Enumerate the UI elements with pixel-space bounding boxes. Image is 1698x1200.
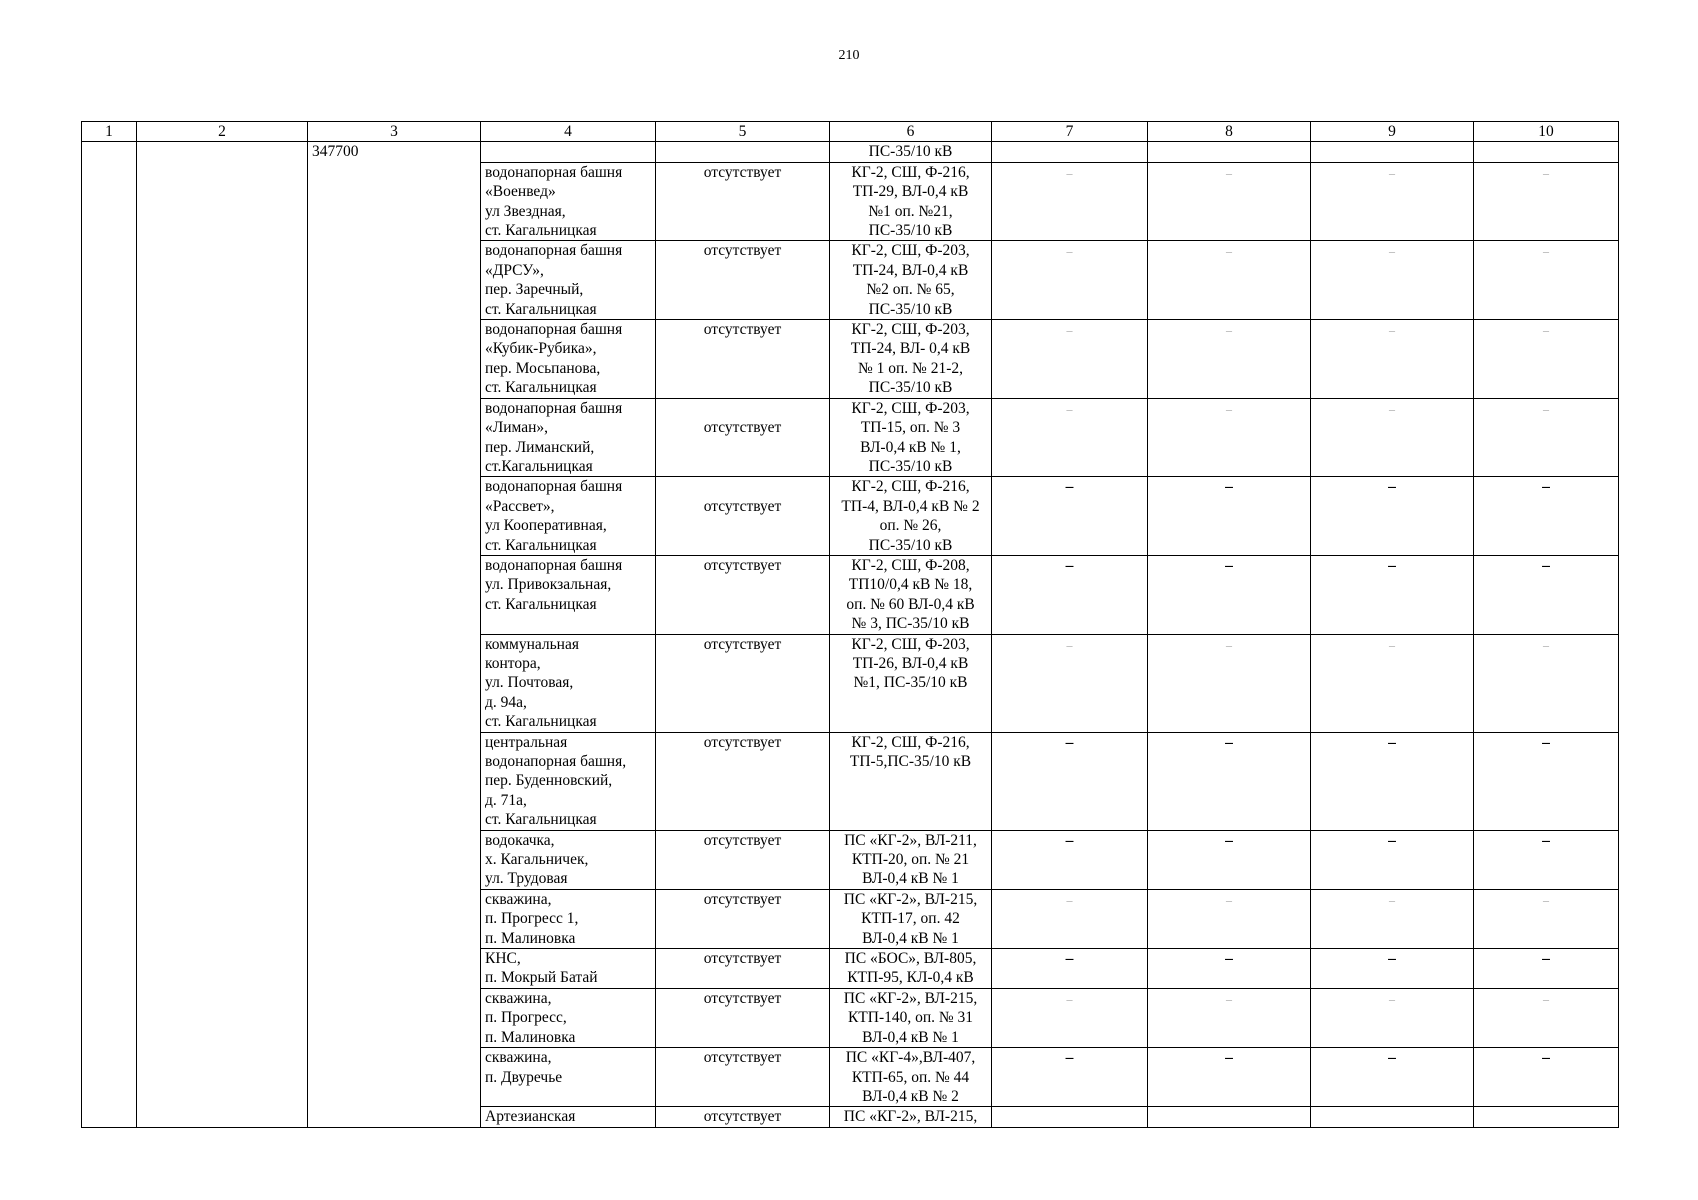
header-col-4: 4 xyxy=(481,122,656,142)
mark-cell-col-7 xyxy=(992,988,1148,1047)
status-text: отсутствует xyxy=(703,497,782,515)
power-supply-cell xyxy=(830,949,992,989)
mark-cell-col-10 xyxy=(1474,949,1619,989)
power-supply-line: ПС «КГ-4»,ВЛ-407, xyxy=(845,1049,976,1067)
power-supply-line: КТП-140, оп. № 31 xyxy=(847,1009,974,1027)
object-name-line: ст. Кагальницкая xyxy=(485,811,597,829)
power-supply-line: КТП-65, оп. № 44 xyxy=(851,1068,970,1086)
object-name-line: водонапорная башня xyxy=(485,242,623,260)
mark-cell-col-7 xyxy=(992,634,1148,732)
status-text: отсутствует xyxy=(703,1108,782,1126)
power-supply-line: КГ-2, СШ, Ф-203, xyxy=(851,242,970,260)
power-supply-line: ТП10/0,4 кВ № 18, xyxy=(848,576,973,594)
power-supply-line: КГ-2, СШ, Ф-216, xyxy=(851,733,970,751)
dash-mark: – xyxy=(1389,991,1395,1006)
object-name-line: водокачка, xyxy=(485,831,555,849)
mark-cell-col-9 xyxy=(1311,634,1474,732)
status-cell xyxy=(656,477,830,556)
dash-mark: – xyxy=(1226,244,1232,259)
power-supply-line: ПС-35/10 кВ xyxy=(868,536,953,554)
object-name-cell xyxy=(481,320,656,399)
mark-cell-col-8 xyxy=(1148,398,1311,477)
object-name-cell xyxy=(481,988,656,1047)
mark-cell-col-7 xyxy=(992,398,1148,477)
header-col-8: 8 xyxy=(1148,122,1311,142)
dash-mark: – xyxy=(1065,733,1074,751)
mark-cell-col-9 xyxy=(1311,142,1474,162)
mark-cell-col-10 xyxy=(1474,889,1619,948)
dash-mark: – xyxy=(1543,244,1549,259)
mark-cell-col-10 xyxy=(1474,241,1619,320)
dash-mark: – xyxy=(1542,478,1550,496)
object-name-cell xyxy=(481,241,656,320)
status-cell xyxy=(656,555,830,634)
mark-cell-col-10 xyxy=(1474,320,1619,399)
object-name-line: ст. Кагальницкая xyxy=(485,379,597,397)
status-text: отсутствует xyxy=(703,831,782,849)
mark-cell-col-9 xyxy=(1311,398,1474,477)
power-supply-cell xyxy=(830,142,992,162)
header-col-3: 3 xyxy=(308,122,481,142)
object-name-line: скважина, xyxy=(485,989,552,1007)
object-name-line: пер. Заречный, xyxy=(485,281,584,299)
dash-mark: – xyxy=(1542,733,1550,751)
object-name-cell xyxy=(481,1107,656,1127)
status-cell xyxy=(656,830,830,889)
dash-mark: – xyxy=(1065,478,1074,496)
power-supply-line: ПС «КГ-2», ВЛ-211, xyxy=(844,831,977,849)
power-supply-line: ВЛ-0,4 кВ № 1, xyxy=(860,438,961,456)
power-supply-line: ПС-35/10 кВ xyxy=(868,300,953,318)
dash-mark: – xyxy=(1066,165,1073,180)
power-supply-line: ПС-35/10 кВ xyxy=(868,143,953,161)
power-supply-line: КТП-95, КЛ-0,4 кВ xyxy=(847,969,974,987)
power-supply-cell xyxy=(830,555,992,634)
dash-mark: – xyxy=(1389,637,1395,652)
object-name-line: ул. Почтовая, xyxy=(485,674,574,692)
power-supply-line: ПС-35/10 кВ xyxy=(868,379,953,397)
status-cell xyxy=(656,1048,830,1107)
object-name-line: «Рассвет», xyxy=(485,497,555,515)
dash-mark: – xyxy=(1543,637,1549,652)
mark-cell-col-8 xyxy=(1148,477,1311,556)
object-name-line: центральная xyxy=(485,733,568,751)
dash-mark: – xyxy=(1066,892,1073,907)
power-supply-line: КГ-2, СШ, Ф-208, xyxy=(851,556,970,574)
power-supply-line: ПС-35/10 кВ xyxy=(868,222,953,240)
mark-cell-col-10 xyxy=(1474,732,1619,830)
dash-mark: – xyxy=(1543,165,1549,180)
mark-cell-col-7 xyxy=(992,949,1148,989)
mark-cell-col-7 xyxy=(992,889,1148,948)
mark-cell-col-9 xyxy=(1311,477,1474,556)
power-supply-line: КТП-17, оп. 42 xyxy=(861,910,960,928)
status-text: отсутствует xyxy=(703,163,782,181)
header-col-7: 7 xyxy=(992,122,1148,142)
object-name-line: контора, xyxy=(485,654,541,672)
power-supply-line: ВЛ-0,4 кВ № 2 xyxy=(862,1087,959,1105)
mark-cell-col-10 xyxy=(1474,634,1619,732)
mark-cell-col-8 xyxy=(1148,949,1311,989)
object-name-line: ст.Кагальницкая xyxy=(485,457,593,475)
dash-mark: – xyxy=(1388,831,1396,849)
status-cell xyxy=(656,241,830,320)
object-name-line: водонапорная башня xyxy=(485,321,623,339)
power-supply-line: ПС «КГ-2», ВЛ-215, xyxy=(843,989,978,1007)
object-name-cell xyxy=(481,1048,656,1107)
mark-cell-col-9 xyxy=(1311,162,1474,241)
power-supply-line: ВЛ-0,4 кВ № 1 xyxy=(862,1028,959,1046)
mark-cell-col-9 xyxy=(1311,988,1474,1047)
mark-cell-col-8 xyxy=(1148,1048,1311,1107)
header-col-6: 6 xyxy=(830,122,992,142)
power-supply-cell xyxy=(830,1107,992,1127)
dash-mark: – xyxy=(1226,165,1232,180)
status-text: отсутствует xyxy=(703,321,782,339)
dash-mark: – xyxy=(1225,950,1233,968)
object-name-line: п. Прогресс, xyxy=(485,1009,567,1027)
dash-mark: – xyxy=(1066,637,1073,652)
mark-cell-col-9 xyxy=(1311,889,1474,948)
mark-cell-col-10 xyxy=(1474,830,1619,889)
table-body xyxy=(82,142,1619,1127)
mark-cell-col-8 xyxy=(1148,162,1311,241)
dash-mark: – xyxy=(1065,1049,1074,1067)
status-text: отсутствует xyxy=(703,635,782,653)
status-cell xyxy=(656,1107,830,1127)
object-name-line: «Кубик-Рубика», xyxy=(485,340,597,358)
object-name-line: «Лиман», xyxy=(485,419,549,437)
object-name-line: ул. Трудовая xyxy=(485,870,568,888)
mark-cell-col-10 xyxy=(1474,477,1619,556)
dash-mark: – xyxy=(1065,556,1074,574)
dash-mark: – xyxy=(1226,401,1232,416)
power-supply-line: ТП-26, ВЛ-0,4 кВ xyxy=(852,654,969,672)
data-table xyxy=(81,121,1619,1128)
power-supply-line: ТП-15, оп. № 3 xyxy=(860,419,961,437)
dash-mark: – xyxy=(1225,556,1233,574)
mark-cell-col-9 xyxy=(1311,1107,1474,1127)
object-name-line: д. 71а, xyxy=(485,791,527,809)
status-text: отсутствует xyxy=(703,989,782,1007)
mark-cell-col-8 xyxy=(1148,732,1311,830)
object-name-line: водонапорная башня, xyxy=(485,753,627,770)
mark-cell-col-9 xyxy=(1311,555,1474,634)
mark-cell-col-8 xyxy=(1148,320,1311,399)
table-row xyxy=(82,142,1619,162)
power-supply-line: КГ-2, СШ, Ф-216, xyxy=(851,478,970,496)
status-text: отсутствует xyxy=(703,1049,782,1067)
object-name-line: п. Малиновка xyxy=(485,1028,576,1046)
object-name-line: ст. Кагальницкая xyxy=(485,536,597,554)
power-supply-line: ТП-24, ВЛ-0,4 кВ xyxy=(852,261,969,279)
status-cell xyxy=(656,889,830,948)
power-supply-line: КГ-2, СШ, Ф-203, xyxy=(851,399,970,417)
mark-cell-col-10 xyxy=(1474,142,1619,162)
power-supply-cell xyxy=(830,1048,992,1107)
dash-mark: – xyxy=(1226,892,1232,907)
mark-cell-col-8 xyxy=(1148,1107,1311,1127)
power-supply-line: ТП-29, ВЛ-0,4 кВ xyxy=(852,183,969,201)
object-name-cell xyxy=(481,142,656,162)
mark-cell-col-7 xyxy=(992,1048,1148,1107)
object-name-cell xyxy=(481,477,656,556)
header-col-10: 10 xyxy=(1474,122,1619,142)
object-name-cell xyxy=(481,398,656,477)
status-text: отсутствует xyxy=(703,242,782,260)
object-name-line: ст. Кагальницкая xyxy=(485,300,597,318)
dash-mark: – xyxy=(1388,733,1396,751)
status-text: отсутствует xyxy=(703,733,782,751)
dash-mark: – xyxy=(1225,478,1233,496)
power-supply-line: КГ-2, СШ, Ф-203, xyxy=(851,321,970,339)
mark-cell-col-9 xyxy=(1311,949,1474,989)
dash-mark: – xyxy=(1543,991,1549,1006)
power-supply-line: ВЛ-0,4 кВ № 1 xyxy=(862,929,959,947)
mark-cell-col-8 xyxy=(1148,241,1311,320)
object-name-line: «ДРСУ», xyxy=(485,261,544,279)
mark-cell-col-10 xyxy=(1474,1048,1619,1107)
mark-cell-col-9 xyxy=(1311,732,1474,830)
power-supply-line: ТП-24, ВЛ- 0,4 кВ xyxy=(850,340,971,358)
power-supply-cell xyxy=(830,320,992,399)
dash-mark: – xyxy=(1226,323,1232,338)
dash-mark: – xyxy=(1388,950,1396,968)
merged-cell-col1 xyxy=(82,142,137,1127)
dash-mark: – xyxy=(1065,950,1074,968)
object-name-line: пер. Буденновский, xyxy=(485,772,613,790)
dash-mark: – xyxy=(1542,1049,1550,1067)
object-name-line: п. Мокрый Батай xyxy=(485,969,598,987)
object-name-line: водонапорная башня xyxy=(485,478,623,496)
dash-mark: – xyxy=(1543,892,1549,907)
mark-cell-col-7 xyxy=(992,320,1148,399)
object-name-cell xyxy=(481,830,656,889)
object-name-cell xyxy=(481,949,656,989)
power-supply-line: №1 оп. №21, xyxy=(868,202,953,220)
object-name-line: скважина, xyxy=(485,1049,552,1067)
dash-mark: – xyxy=(1389,323,1395,338)
header-col-9: 9 xyxy=(1311,122,1474,142)
object-name-cell xyxy=(481,162,656,241)
dash-mark: – xyxy=(1542,556,1550,574)
object-name-line: «Военвед» xyxy=(485,183,556,201)
power-supply-line: ПС «КГ-2», ВЛ-215, xyxy=(843,890,978,908)
power-supply-line: КГ-2, СШ, Ф-203, xyxy=(851,635,970,653)
power-supply-cell xyxy=(830,988,992,1047)
mark-cell-col-7 xyxy=(992,241,1148,320)
status-cell xyxy=(656,320,830,399)
object-name-cell xyxy=(481,555,656,634)
object-name-line: Артезианская xyxy=(485,1108,576,1126)
power-supply-line: КГ-2, СШ, Ф-216, xyxy=(851,163,970,181)
dash-mark: – xyxy=(1543,401,1549,416)
dash-mark: – xyxy=(1226,637,1232,652)
object-name-line: ул. Привокзальная, xyxy=(485,576,612,594)
dash-mark: – xyxy=(1543,323,1549,338)
mark-cell-col-7 xyxy=(992,732,1148,830)
dash-mark: – xyxy=(1388,556,1396,574)
object-name-line: д. 94а, xyxy=(485,693,527,711)
header-col-5: 5 xyxy=(656,122,830,142)
dash-mark: – xyxy=(1389,244,1395,259)
status-cell xyxy=(656,949,830,989)
object-name-line: водонапорная башня xyxy=(485,556,623,574)
merged-cell-col3: 347700 xyxy=(308,142,481,1127)
power-supply-line: оп. № 26, xyxy=(879,517,942,535)
power-supply-cell xyxy=(830,477,992,556)
mark-cell-col-10 xyxy=(1474,398,1619,477)
object-name-line: ул Кооперативная, xyxy=(485,517,607,535)
header-col-2: 2 xyxy=(137,122,308,142)
power-supply-line: ТП-4, ВЛ-0,4 кВ № 2 xyxy=(841,497,980,515)
object-name-line: п. Малиновка xyxy=(485,929,576,947)
mark-cell-col-10 xyxy=(1474,162,1619,241)
object-name-line: КНС, xyxy=(485,950,521,968)
mark-cell-col-9 xyxy=(1311,1048,1474,1107)
dash-mark: – xyxy=(1542,950,1550,968)
power-supply-cell xyxy=(830,241,992,320)
dash-mark: – xyxy=(1388,1049,1396,1067)
mark-cell-col-10 xyxy=(1474,988,1619,1047)
power-supply-cell xyxy=(830,889,992,948)
object-name-line: ст. Кагальницкая xyxy=(485,713,597,731)
dash-mark: – xyxy=(1066,401,1073,416)
status-cell xyxy=(656,988,830,1047)
merged-cell-col2 xyxy=(137,142,308,1127)
dash-mark: – xyxy=(1065,831,1074,849)
status-text: отсутствует xyxy=(703,556,782,574)
power-supply-line: оп. № 60 ВЛ-0,4 кВ xyxy=(846,595,975,613)
mark-cell-col-8 xyxy=(1148,634,1311,732)
status-cell xyxy=(656,142,830,162)
dash-mark: – xyxy=(1225,1049,1233,1067)
object-name-line: скважина, xyxy=(485,890,552,908)
dash-mark: – xyxy=(1388,478,1396,496)
object-name-line: ст. Кагальницкая xyxy=(485,222,597,240)
power-supply-cell xyxy=(830,830,992,889)
status-text: отсутствует xyxy=(703,890,782,908)
power-supply-cell xyxy=(830,162,992,241)
power-supply-cell xyxy=(830,732,992,830)
mark-cell-col-8 xyxy=(1148,988,1311,1047)
power-supply-line: № 3, ПС-35/10 кВ xyxy=(851,615,970,633)
power-supply-cell xyxy=(830,634,992,732)
mark-cell-col-8 xyxy=(1148,830,1311,889)
mark-cell-col-10 xyxy=(1474,555,1619,634)
dash-mark: – xyxy=(1066,244,1073,259)
status-cell xyxy=(656,634,830,732)
status-cell xyxy=(656,162,830,241)
mark-cell-col-7 xyxy=(992,555,1148,634)
header-row xyxy=(82,122,1619,142)
power-supply-cell xyxy=(830,398,992,477)
mark-cell-col-7 xyxy=(992,830,1148,889)
object-name-line: водонапорная башня xyxy=(485,399,623,417)
object-name-line: ст. Кагальницкая xyxy=(485,595,597,613)
mark-cell-col-8 xyxy=(1148,142,1311,162)
object-name-line: п. Прогресс 1, xyxy=(485,910,579,928)
power-supply-line: ТП-5,ПС-35/10 кВ xyxy=(849,753,972,770)
object-name-line: водонапорная башня xyxy=(485,163,623,181)
object-name-line: ул Звездная, xyxy=(485,202,566,220)
power-supply-line: ПС «БОС», ВЛ-805, xyxy=(844,950,977,968)
mark-cell-col-8 xyxy=(1148,889,1311,948)
dash-mark: – xyxy=(1389,892,1395,907)
mark-cell-col-9 xyxy=(1311,241,1474,320)
object-name-cell xyxy=(481,634,656,732)
power-supply-line: ПС-35/10 кВ xyxy=(868,457,953,475)
power-supply-line: №1, ПС-35/10 кВ xyxy=(853,674,968,692)
page-number: 210 xyxy=(838,48,860,63)
mark-cell-col-9 xyxy=(1311,320,1474,399)
power-supply-line: №2 оп. № 65, xyxy=(866,281,955,299)
status-text: отсутствует xyxy=(703,950,782,968)
object-name-cell xyxy=(481,732,656,830)
mark-cell-col-7 xyxy=(992,142,1148,162)
dash-mark: – xyxy=(1225,831,1233,849)
mark-cell-col-7 xyxy=(992,162,1148,241)
status-cell xyxy=(656,732,830,830)
dash-mark: – xyxy=(1389,165,1395,180)
dash-mark: – xyxy=(1066,991,1073,1006)
status-cell xyxy=(656,398,830,477)
object-name-line: пер. Лиманский, xyxy=(485,438,595,456)
mark-cell-col-10 xyxy=(1474,1107,1619,1127)
mark-cell-col-7 xyxy=(992,1107,1148,1127)
dash-mark: – xyxy=(1066,323,1073,338)
dash-mark: – xyxy=(1389,401,1395,416)
status-text: отсутствует xyxy=(703,419,782,437)
power-supply-line: ВЛ-0,4 кВ № 1 xyxy=(862,870,959,888)
power-supply-line: КТП-20, оп. № 21 xyxy=(851,851,970,869)
mark-cell-col-7 xyxy=(992,477,1148,556)
object-name-cell xyxy=(481,889,656,948)
dash-mark: – xyxy=(1226,991,1232,1006)
object-name-line: х. Кагальничек, xyxy=(485,851,589,869)
dash-mark: – xyxy=(1225,733,1233,751)
mark-cell-col-9 xyxy=(1311,830,1474,889)
dash-mark: – xyxy=(1542,831,1550,849)
object-name-line: пер. Мосьпанова, xyxy=(485,359,601,377)
power-supply-line: ПС «КГ-2», ВЛ-215, xyxy=(843,1108,978,1126)
object-name-line: п. Двуречье xyxy=(485,1068,563,1086)
power-supply-line: № 1 оп. № 21-2, xyxy=(857,359,964,377)
mark-cell-col-8 xyxy=(1148,555,1311,634)
header-col-1: 1 xyxy=(82,122,137,142)
object-name-line: коммунальная xyxy=(485,635,579,653)
